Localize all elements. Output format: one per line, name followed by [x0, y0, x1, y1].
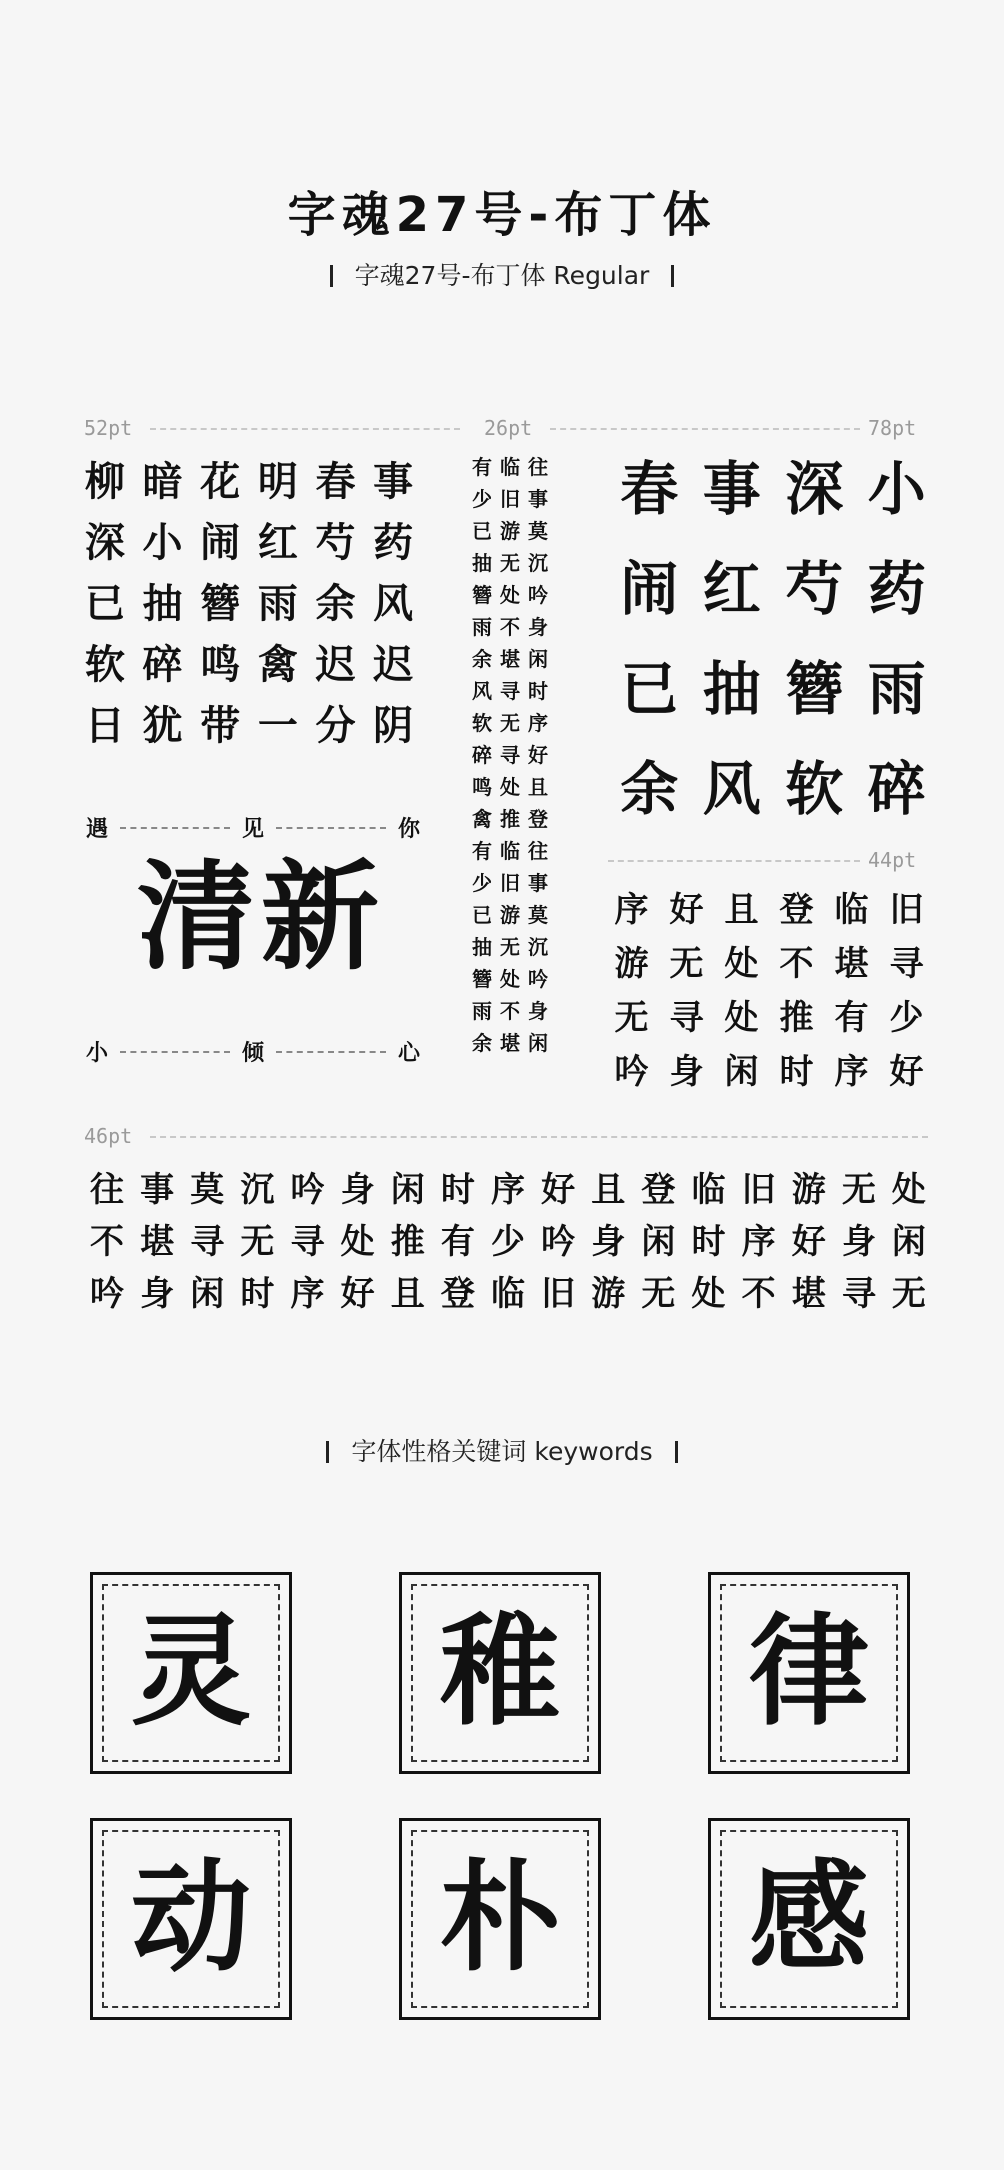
specimen-char: 少	[472, 487, 492, 511]
specimen-char: 闲	[641, 1222, 676, 1262]
keyword-box	[90, 1572, 292, 1774]
size-divider-46pt	[150, 1136, 928, 1138]
keywords-title	[0, 1432, 1004, 1468]
specimen-char: 旧	[741, 1170, 776, 1210]
specimen-char: 少	[472, 871, 492, 895]
specimen-char: 身	[528, 615, 548, 639]
specimen-char: 禽	[472, 807, 492, 831]
specimen-char: 登	[641, 1170, 676, 1210]
specimen-char: 余	[472, 1031, 492, 1055]
meet-top-char-1: 遇	[86, 817, 109, 842]
specimen-char: 序	[741, 1222, 776, 1262]
meet-top-char-2: 见	[242, 817, 265, 842]
specimen-char: 已	[84, 581, 125, 627]
specimen-char: 不	[90, 1222, 125, 1262]
specimen-char: 少	[490, 1222, 525, 1262]
keyword-char: 灵	[102, 1584, 280, 1762]
specimen-char: 处	[891, 1170, 926, 1210]
specimen-char: 花	[200, 459, 241, 505]
keyword-char: 朴	[411, 1830, 589, 2008]
specimen-char: 游	[591, 1274, 626, 1314]
size-label-78pt: 78pt	[868, 416, 917, 440]
specimen-char: 游	[791, 1170, 826, 1210]
specimen-char: 堪	[500, 647, 520, 671]
specimen-char: 堪	[500, 1031, 520, 1055]
specimen-char: 无	[500, 551, 520, 575]
specimen-char: 寻	[500, 679, 520, 703]
specimen-char: 寻	[190, 1222, 225, 1262]
specimen-char: 鸣	[200, 642, 241, 688]
specimen-char: 闲	[190, 1274, 225, 1314]
divider-bar-left	[326, 1441, 329, 1463]
specimen-char: 簪	[200, 581, 241, 627]
meet-top-row	[86, 812, 420, 843]
specimen-char: 堪	[834, 944, 869, 984]
specimen-char: 莫	[528, 519, 548, 543]
specimen-char: 堪	[791, 1274, 826, 1314]
specimen-char: 有	[834, 998, 869, 1038]
specimen-char: 序	[834, 1052, 869, 1092]
meet-bottom-char-2: 倾	[242, 1041, 265, 1066]
specimen-char: 小	[867, 455, 926, 523]
specimen-char: 身	[140, 1274, 175, 1314]
meet-dash	[120, 827, 230, 829]
specimen-char: 春	[315, 459, 356, 505]
specimen-char: 不	[779, 944, 814, 984]
specimen-char: 已	[472, 519, 492, 543]
specimen-char: 簪	[785, 655, 844, 723]
specimen-char: 身	[528, 999, 548, 1023]
specimen-char: 寻	[841, 1274, 876, 1314]
specimen-char: 游	[500, 903, 520, 927]
specimen-char: 时	[240, 1274, 275, 1314]
specimen-char: 有	[440, 1222, 475, 1262]
specimen-char: 事	[528, 871, 548, 895]
specimen-char: 碎	[867, 755, 926, 823]
specimen-char: 身	[841, 1222, 876, 1262]
specimen-char: 分	[315, 703, 356, 749]
specimen-char: 带	[200, 703, 241, 749]
size-label-26pt: 26pt	[484, 416, 533, 440]
specimen-char: 序	[290, 1274, 325, 1314]
specimen-char: 抽	[472, 935, 492, 959]
specimen-char: 旧	[541, 1274, 576, 1314]
size-divider-26pt	[550, 428, 860, 430]
specimen-char: 簪	[472, 967, 492, 991]
size-divider-52pt	[150, 428, 460, 430]
specimen-char: 风	[702, 755, 761, 823]
specimen-char: 往	[528, 839, 548, 863]
keyword-box	[90, 1818, 292, 2020]
specimen-char: 小	[142, 520, 183, 566]
font-subtitle-text: 字魂27号-布丁体 Regular	[354, 261, 650, 290]
specimen-char: 碎	[472, 743, 492, 767]
meet-dash	[276, 1051, 386, 1053]
specimen-char: 雨	[472, 999, 492, 1023]
specimen-char: 无	[500, 711, 520, 735]
specimen-char: 好	[791, 1222, 826, 1262]
specimen-char: 药	[867, 555, 926, 623]
divider-bar-left	[330, 265, 333, 287]
specimen-grid-46pt	[82, 1170, 934, 1314]
specimen-char: 临	[500, 455, 520, 479]
specimen-char: 寻	[669, 998, 704, 1038]
specimen-char: 莫	[190, 1170, 225, 1210]
specimen-char: 登	[440, 1274, 475, 1314]
specimen-grid-78pt	[608, 455, 938, 823]
specimen-char: 吟	[528, 967, 548, 991]
specimen-char: 身	[591, 1222, 626, 1262]
specimen-char: 少	[889, 998, 924, 1038]
specimen-char: 无	[240, 1222, 275, 1262]
specimen-char: 处	[500, 967, 520, 991]
meet-bottom-char-3: 心	[398, 1041, 421, 1066]
divider-bar-right	[675, 1441, 678, 1463]
specimen-char: 闲	[891, 1222, 926, 1262]
specimen-char: 时	[779, 1052, 814, 1092]
specimen-char: 深	[785, 455, 844, 523]
font-subtitle	[0, 256, 1004, 292]
size-label-44pt: 44pt	[868, 848, 917, 872]
specimen-char: 事	[140, 1170, 175, 1210]
keyword-char: 动	[102, 1830, 280, 2008]
specimen-char: 雨	[472, 615, 492, 639]
keyword-box	[708, 1572, 910, 1774]
specimen-char: 推	[390, 1222, 425, 1262]
specimen-char: 禽	[257, 642, 298, 688]
specimen-char: 且	[528, 775, 548, 799]
specimen-char: 处	[500, 583, 520, 607]
specimen-char: 吟	[290, 1170, 325, 1210]
specimen-char: 处	[340, 1222, 375, 1262]
specimen-char: 往	[90, 1170, 125, 1210]
specimen-char: 事	[528, 487, 548, 511]
specimen-char: 推	[779, 998, 814, 1038]
keyword-box	[708, 1818, 910, 2020]
specimen-char: 吟	[528, 583, 548, 607]
specimen-char: 风	[373, 581, 414, 627]
specimen-char: 无	[614, 998, 649, 1038]
specimen-grid-44pt	[604, 890, 934, 1092]
specimen-char: 有	[472, 839, 492, 863]
specimen-char: 无	[891, 1274, 926, 1314]
specimen-char: 时	[440, 1170, 475, 1210]
specimen-char: 柳	[84, 459, 125, 505]
specimen-char: 软	[472, 711, 492, 735]
specimen-char: 临	[691, 1170, 726, 1210]
specimen-char: 旧	[500, 871, 520, 895]
specimen-char: 明	[257, 459, 298, 505]
specimen-char: 簪	[472, 583, 492, 607]
specimen-char: 抽	[142, 581, 183, 627]
specimen-char: 时	[528, 679, 548, 703]
keyword-box	[399, 1572, 601, 1774]
specimen-char: 春	[620, 455, 679, 523]
specimen-char: 且	[390, 1274, 425, 1314]
specimen-char: 好	[541, 1170, 576, 1210]
specimen-char: 旧	[889, 890, 924, 930]
specimen-char: 临	[500, 839, 520, 863]
keyword-box	[399, 1818, 601, 2020]
specimen-char: 登	[779, 890, 814, 930]
specimen-char: 处	[724, 944, 759, 984]
specimen-char: 不	[741, 1274, 776, 1314]
specimen-char: 阴	[373, 703, 414, 749]
specimen-char: 鸣	[472, 775, 492, 799]
meet-dash	[120, 1051, 230, 1053]
keywords-title-text: 字体性格关键词 keywords	[351, 1437, 653, 1466]
specimen-char: 芍	[315, 520, 356, 566]
specimen-char: 吟	[541, 1222, 576, 1262]
specimen-char: 不	[500, 999, 520, 1023]
specimen-char: 余	[620, 755, 679, 823]
specimen-char: 不	[500, 615, 520, 639]
specimen-char: 寻	[889, 944, 924, 984]
specimen-char: 雨	[867, 655, 926, 723]
specimen-char: 抽	[472, 551, 492, 575]
specimen-char: 序	[490, 1170, 525, 1210]
size-label-46pt: 46pt	[84, 1124, 133, 1148]
specimen-char: 游	[500, 519, 520, 543]
specimen-char: 深	[84, 520, 125, 566]
specimen-char: 吟	[614, 1052, 649, 1092]
specimen-char: 抽	[702, 655, 761, 723]
meet-big-word: 清新	[136, 848, 385, 986]
specimen-char: 已	[620, 655, 679, 723]
size-label-52pt: 52pt	[84, 416, 133, 440]
specimen-char: 闹	[620, 555, 679, 623]
specimen-char: 寻	[500, 743, 520, 767]
specimen-grid-26pt	[468, 457, 552, 1053]
specimen-char: 余	[315, 581, 356, 627]
specimen-char: 推	[500, 807, 520, 831]
specimen-char: 好	[669, 890, 704, 930]
specimen-char: 身	[340, 1170, 375, 1210]
specimen-char: 无	[500, 935, 520, 959]
specimen-char: 雨	[257, 581, 298, 627]
specimen-char: 事	[702, 455, 761, 523]
specimen-char: 莫	[528, 903, 548, 927]
specimen-char: 登	[528, 807, 548, 831]
divider-bar-right	[671, 265, 674, 287]
specimen-char: 好	[340, 1274, 375, 1314]
specimen-char: 处	[500, 775, 520, 799]
specimen-char: 寻	[290, 1222, 325, 1262]
specimen-char: 软	[84, 642, 125, 688]
specimen-char: 暗	[142, 459, 183, 505]
specimen-char: 好	[889, 1052, 924, 1092]
specimen-char: 风	[472, 679, 492, 703]
keyword-char: 稚	[411, 1584, 589, 1762]
specimen-char: 软	[785, 755, 844, 823]
specimen-char: 好	[528, 743, 548, 767]
specimen-char: 序	[528, 711, 548, 735]
specimen-char: 沉	[240, 1170, 275, 1210]
specimen-char: 犹	[142, 703, 183, 749]
specimen-char: 无	[641, 1274, 676, 1314]
specimen-char: 迟	[373, 642, 414, 688]
specimen-char: 日	[84, 703, 125, 749]
font-title: 字魂27号-布丁体	[287, 187, 717, 243]
specimen-char: 且	[591, 1170, 626, 1210]
specimen-char: 红	[702, 555, 761, 623]
specimen-char: 时	[691, 1222, 726, 1262]
meet-bottom-char-1: 小	[86, 1041, 109, 1066]
specimen-char: 序	[614, 890, 649, 930]
specimen-char: 处	[691, 1274, 726, 1314]
specimen-char: 游	[614, 944, 649, 984]
specimen-char: 处	[724, 998, 759, 1038]
specimen-char: 沉	[528, 935, 548, 959]
specimen-char: 临	[834, 890, 869, 930]
specimen-char: 碎	[142, 642, 183, 688]
meet-top-char-3: 你	[398, 817, 421, 842]
specimen-char: 闲	[528, 1031, 548, 1055]
specimen-char: 无	[669, 944, 704, 984]
specimen-char: 堪	[140, 1222, 175, 1262]
meet-bottom-row	[86, 1036, 420, 1067]
specimen-char: 已	[472, 903, 492, 927]
specimen-char: 事	[373, 459, 414, 505]
specimen-char: 闲	[390, 1170, 425, 1210]
specimen-char: 沉	[528, 551, 548, 575]
specimen-char: 身	[669, 1052, 704, 1092]
specimen-char: 闲	[724, 1052, 759, 1092]
size-divider-44pt	[608, 860, 860, 862]
meet-dash	[276, 827, 386, 829]
specimen-char: 无	[841, 1170, 876, 1210]
specimen-char: 芍	[785, 555, 844, 623]
specimen-char: 红	[257, 520, 298, 566]
specimen-char: 临	[490, 1274, 525, 1314]
specimen-char: 闲	[528, 647, 548, 671]
specimen-char: 旧	[500, 487, 520, 511]
specimen-char: 闹	[200, 520, 241, 566]
keyword-char: 感	[720, 1830, 898, 2008]
specimen-char: 余	[472, 647, 492, 671]
specimen-char: 且	[724, 890, 759, 930]
specimen-char: 迟	[315, 642, 356, 688]
specimen-char: 药	[373, 520, 414, 566]
keyword-char: 律	[720, 1584, 898, 1762]
specimen-char: 吟	[90, 1274, 125, 1314]
specimen-grid-52pt	[76, 459, 422, 749]
specimen-char: 往	[528, 455, 548, 479]
specimen-char: 一	[257, 703, 298, 749]
specimen-char: 有	[472, 455, 492, 479]
